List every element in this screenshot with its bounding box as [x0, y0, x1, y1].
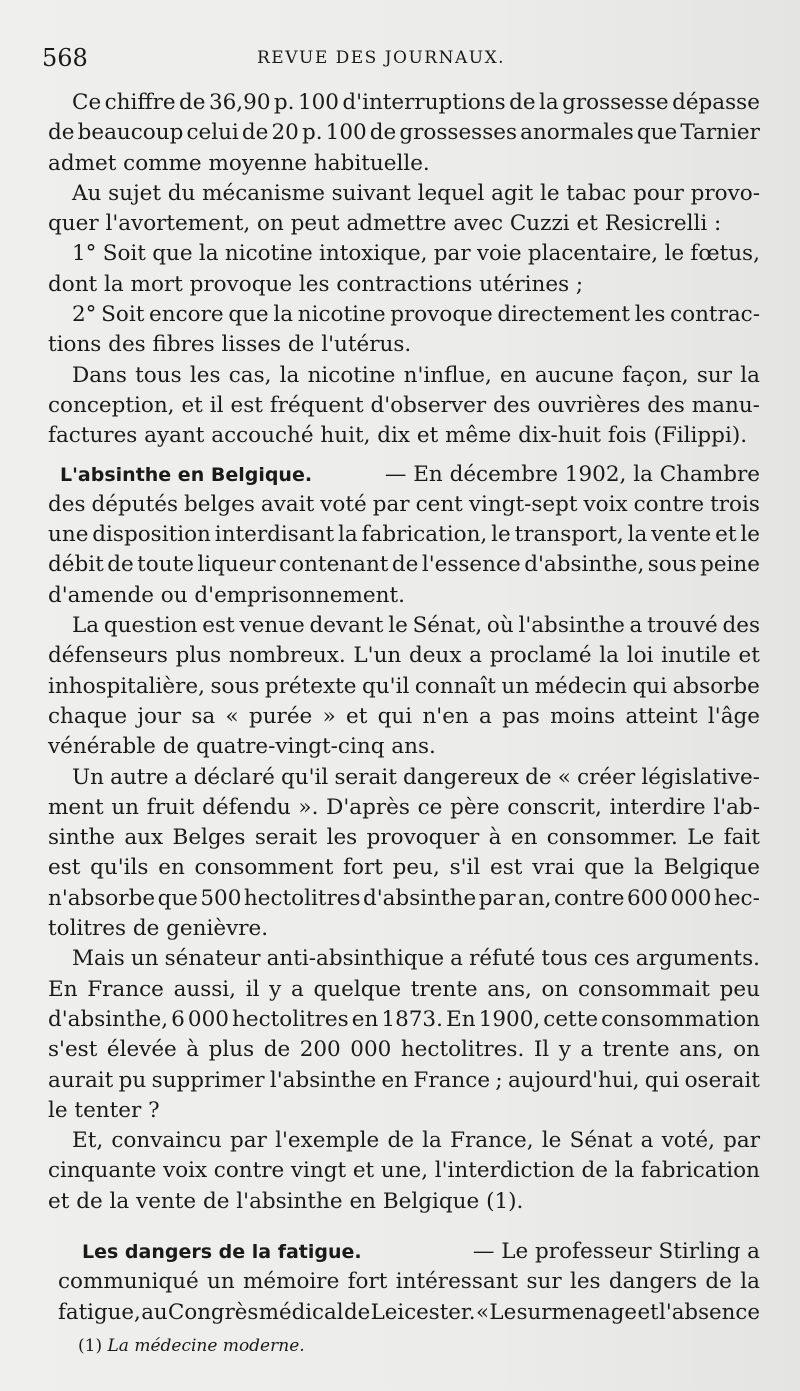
text-line: des députés belges avait voté par cent vingt-sept voix contre trois: [48, 491, 760, 517]
text-line: et de la vente de l'absinthe en Belgique (1).: [48, 1188, 524, 1214]
section-heading-line: [48, 460, 760, 490]
paragraph: [48, 944, 760, 1126]
text-line: le tenter ?: [48, 1097, 160, 1123]
text-line: s'est élevée à plus de 200 000 hectolitres. Il y a trente ans, on: [48, 1037, 760, 1063]
text-line: d'amende ou d'emprisonnement.: [48, 582, 405, 608]
heading-continuation: — En décembre 1902, la Chambre: [384, 461, 760, 487]
paragraph: [48, 179, 760, 240]
text-line: factures ayant accouché huit, dix et même dix-huit fois (Filippi).: [48, 423, 748, 449]
page-header: [42, 44, 762, 74]
text-line: est qu'ils en consomment fort peu, s'il est vrai que la Belgique: [48, 855, 760, 881]
text-line: une disposition interdisant la fabrication, le transport, la vente et le: [48, 522, 760, 548]
text-line: communiqué un mémoire fort intéressant sur les dangers de la: [58, 1269, 760, 1295]
paragraph: [48, 763, 760, 945]
text-line: tions des fibres lisses de l'utérus.: [48, 332, 412, 358]
heading-continuation: — Le professeur Stirling a: [472, 1238, 760, 1264]
paragraph: [48, 300, 760, 361]
text-line: chaque jour sa « purée » et qui n'en a pas moins atteint l'âge: [48, 703, 760, 729]
running-title: REVUE DES JOURNAUX.: [257, 48, 506, 68]
text-line: La question est venue devant le Sénat, où l'absinthe a trouvé des: [72, 613, 760, 639]
text-line: de beaucoup celui de 20 p. 100 de grossesses anormales que Tarnier: [48, 120, 760, 146]
text-line: quer l'avortement, on peut admettre avec Cuzzi et Resicrelli :: [48, 211, 722, 237]
paragraph: [48, 490, 760, 611]
text-line: En France aussi, il y a quelque trente ans, on consommait peu: [48, 976, 760, 1002]
text-line: Au sujet du mécanisme suivant lequel agit le tabac pour provo-: [72, 180, 760, 206]
section-heading: L'absinthe en Belgique.: [60, 463, 313, 486]
text-line: sinthe aux Belges serait les provoquer à en consommer. Le fait: [48, 825, 760, 851]
text-line: tolitres de genièvre.: [48, 916, 269, 942]
body-text: [48, 88, 760, 1328]
text-line: cinquante voix contre vingt et une, l'interdiction de la fabrication: [48, 1158, 760, 1184]
text-line: Un autre a déclaré qu'il serait dangereux de « créer législative-: [72, 764, 760, 790]
text-line: Et, convaincu par l'exemple de la France, le Sénat a voté, par: [72, 1128, 760, 1154]
text-line: conception, et il est fréquent d'observer des ouvrières des manu-: [48, 392, 760, 418]
text-line: défenseurs plus nombreux. L'un deux a proclamé la loi inutile et: [48, 643, 760, 669]
text-line: Mais un sénateur anti-absinthique a réfuté tous ces arguments.: [72, 946, 760, 972]
text-line: inhospitalière, sous prétexte qu'il connaît un médecin qui absorbe: [48, 673, 760, 699]
paragraph: [48, 1267, 760, 1328]
paragraph: [48, 239, 760, 300]
text-line: d'absinthe, 6 000 hectolitres en 1873. En 1900, cette consommation: [48, 1006, 760, 1032]
section-heading: Les dangers de la fatigue.: [82, 1240, 362, 1263]
paragraph: [48, 611, 760, 762]
text-line: fatigue, au Congrès médical de Leicester. « Le surmenage et l'absence: [58, 1299, 760, 1325]
paragraph: [48, 1126, 760, 1217]
text-line: vénérable de quatre-vingt-cinq ans.: [48, 734, 436, 760]
text-line: admet comme moyenne habituelle.: [48, 150, 430, 176]
paragraph: [48, 88, 760, 179]
text-line: Dans tous les cas, la nicotine n'influe, en aucune façon, sur la: [72, 362, 760, 388]
section-heading-line: [48, 1237, 760, 1267]
text-line: Ce chiffre de 36,90 p. 100 d'interruptions de la grossesse dépasse: [72, 90, 760, 115]
footnote-marker: (1): [78, 1336, 103, 1356]
page-number: 568: [42, 44, 88, 72]
text-line: 2° Soit encore que la nicotine provoque directement les contrac-: [72, 302, 760, 328]
footnote-source: La médecine moderne.: [107, 1336, 305, 1356]
text-line: 1° Soit que la nicotine intoxique, par voie placentaire, le fœtus,: [72, 241, 760, 267]
text-line: n'absorbe que 500 hectolitres d'absinthe par an, contre 600 000 hec-: [48, 885, 760, 911]
text-line: ment un fruit défendu ». D'après ce père conscrit, interdire l'ab-: [48, 794, 760, 820]
text-line: aurait pu supprimer l'absinthe en France ; aujourd'hui, qui oserait: [48, 1067, 760, 1093]
text-line: dont la mort provoque les contractions utérines ;: [48, 271, 584, 297]
text-line: débit de toute liqueur contenant de l'essence d'absinthe, sous peine: [48, 552, 760, 578]
paragraph: [48, 361, 760, 452]
footnote: [78, 1336, 305, 1356]
